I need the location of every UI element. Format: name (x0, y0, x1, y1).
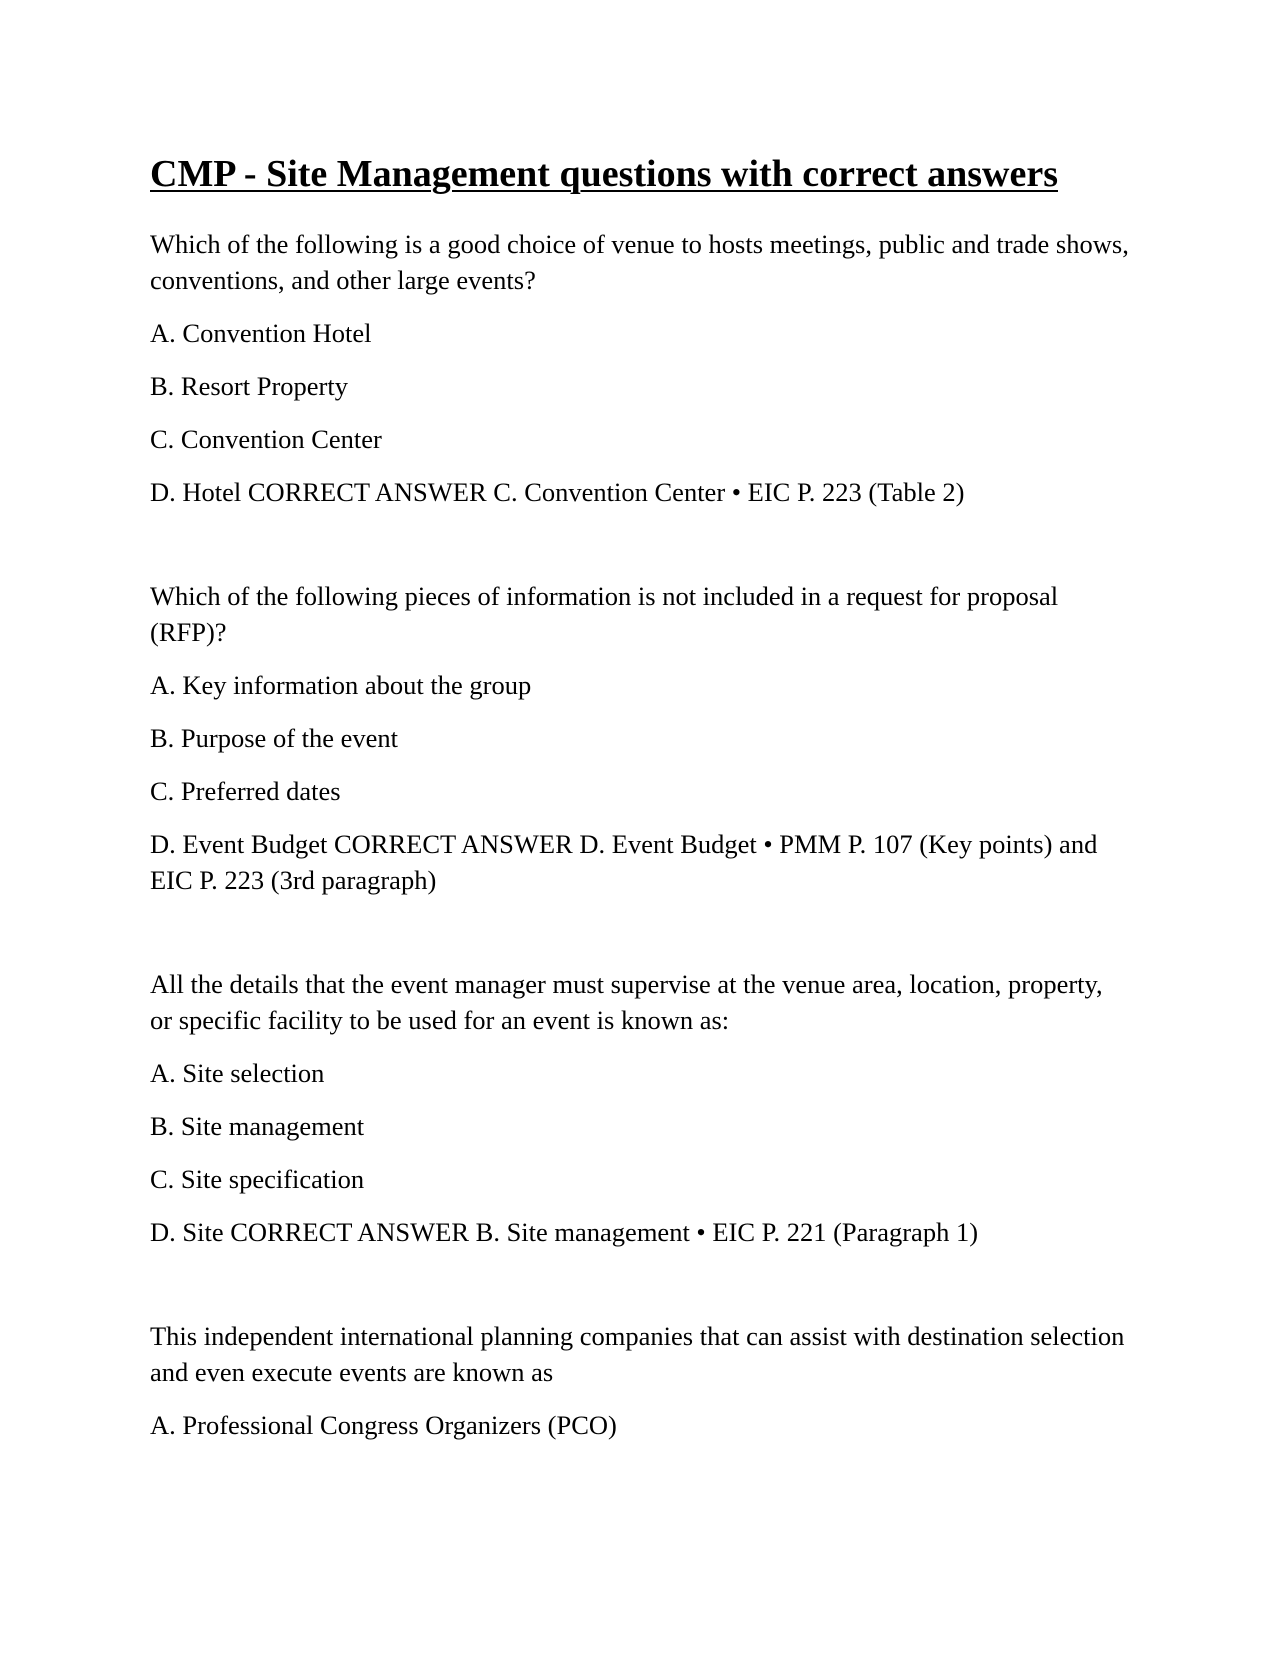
answer-option: B. Resort Property (150, 371, 348, 401)
question-block-2 (150, 578, 1130, 898)
answer-option-with-correct-answer: D. Hotel CORRECT ANSWER C. Convention Center • EIC P. 223 (Table 2) (150, 477, 965, 507)
answer-option: C. Preferred dates (150, 776, 341, 806)
question-text: All the details that the event manager must supervise at the venue area, location, property, or specific facility to be used for an event is known as: (150, 969, 1103, 1035)
question-text: Which of the following is a good choice of venue to hosts meetings, public and trade shows, conventions, and other large events? (150, 229, 1129, 295)
answer-option: A. Professional Congress Organizers (PCO) (150, 1410, 617, 1440)
document-page (150, 148, 1130, 1443)
answer-option: A. Convention Hotel (150, 318, 372, 348)
answer-option: C. Convention Center (150, 424, 382, 454)
answer-option: C. Site specification (150, 1164, 365, 1194)
question-block-1 (150, 226, 1130, 510)
answer-option: B. Site management (150, 1111, 365, 1141)
answer-option: B. Purpose of the event (150, 723, 399, 753)
question-text: Which of the following pieces of information is not included in a request for proposal (RFP)? (150, 581, 1059, 647)
question-block-3 (150, 966, 1130, 1250)
question-block-4 (150, 1318, 1130, 1443)
answer-option: A. Key information about the group (150, 670, 532, 700)
question-text: This independent international planning companies that can assist with destination selection and even execute events are known as (150, 1321, 1125, 1387)
answer-option: A. Site selection (150, 1058, 325, 1088)
answer-option-with-correct-answer: D. Event Budget CORRECT ANSWER D. Event Budget • PMM P. 107 (Key points) and EIC P. 223 (3rd paragraph) (150, 829, 1098, 895)
answer-option-with-correct-answer: D. Site CORRECT ANSWER B. Site management • EIC P. 221 (Paragraph 1) (150, 1217, 979, 1247)
document-title: CMP - Site Management questions with correct answers (150, 153, 1058, 195)
